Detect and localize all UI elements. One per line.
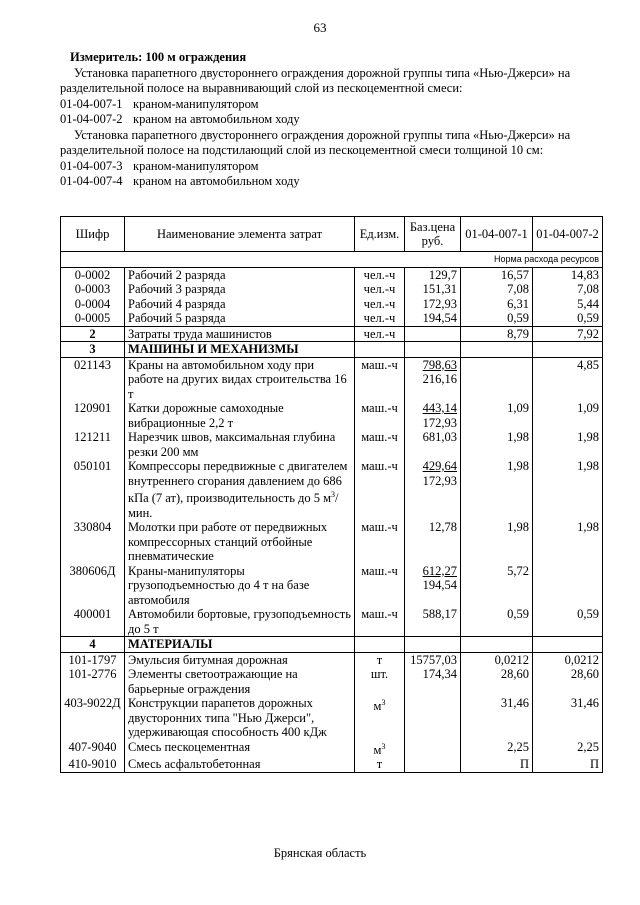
row-code: 400001 xyxy=(61,607,125,637)
row-code: 330804 xyxy=(61,520,125,564)
row-code: 0-0004 xyxy=(61,297,125,312)
row-value-1: 1,98 xyxy=(461,430,533,459)
row-code: 021143 xyxy=(61,357,125,401)
row-unit: маш.-ч xyxy=(355,401,405,430)
empty-cell xyxy=(355,637,405,653)
row-name-text: Нарезчик швов, максимальная глубина резки 200 мм xyxy=(128,430,336,459)
row-name-text: Молотки при работе от передвижных компрессорных станций отбойные пневматические xyxy=(128,520,328,564)
row-unit-text: м xyxy=(373,699,382,714)
row-value-1: 5,72 xyxy=(461,564,533,608)
row-name-tail: /мин. xyxy=(128,491,339,520)
section-number: 2 xyxy=(61,326,125,342)
section-number: 3 xyxy=(61,342,125,358)
row-value-1: 2,25 xyxy=(461,740,533,758)
row-value-1: 0,0212 xyxy=(461,652,533,667)
row-price: 15757,03 xyxy=(405,652,461,667)
row-price-main: 612,27 xyxy=(422,563,457,578)
row-unit-text: шт. xyxy=(370,667,389,682)
table-row xyxy=(61,357,603,401)
superscript: 3 xyxy=(381,741,386,751)
row-price xyxy=(405,564,461,608)
row-value-2: П xyxy=(533,757,603,772)
row-price-sub: 194,54 xyxy=(422,578,457,593)
row-price xyxy=(405,520,461,564)
table-header-row xyxy=(61,217,603,252)
row-name: Конструкции парапетов дорожных двусторонних типа "Нью Джерси", удерживающая способность 400 кДж xyxy=(125,696,355,740)
header-col2: 01-04-007-2 xyxy=(533,217,603,252)
row-unit xyxy=(355,667,405,696)
intro-paragraph-2: Установка парапетного двустороннего ограждения дорожной группы типа «Нью-Джерси» на разделительной полосе на подстилающий слой из пескоцементной смеси толщиной 10 см: xyxy=(60,127,571,157)
row-value-2: 28,60 xyxy=(533,667,603,696)
row-name: Рабочий 3 разряда xyxy=(125,282,355,297)
row-price xyxy=(405,459,461,520)
row-code: 407-9040 xyxy=(61,740,125,758)
row-value-1: 7,08 xyxy=(461,282,533,297)
row-name: Эмульсия битумная дорожная xyxy=(125,652,355,667)
row-price xyxy=(405,757,461,772)
row-unit: маш.-ч xyxy=(355,430,405,459)
row-price xyxy=(405,740,461,758)
row-value-2: 31,46 xyxy=(533,696,603,740)
row-unit-text: м xyxy=(373,742,382,757)
row-price: 172,93 xyxy=(405,297,461,312)
row-price: 194,54 xyxy=(405,311,461,326)
row-value-1: 0,59 xyxy=(461,311,533,326)
table-row xyxy=(61,459,603,520)
header-name: Наименование элемента затрат xyxy=(125,217,355,252)
header-col1: 01-04-007-1 xyxy=(461,217,533,252)
superscript: 3 xyxy=(381,698,386,708)
row-code: 120901 xyxy=(61,401,125,430)
row-unit: чел.-ч xyxy=(355,267,405,282)
table-row xyxy=(61,696,603,740)
empty-cell xyxy=(533,342,603,358)
row-price-main: 12,78 xyxy=(428,520,457,535)
section-value-1: 8,79 xyxy=(461,326,533,342)
row-value-2: 1,98 xyxy=(533,430,603,459)
row-value-1: 1,98 xyxy=(461,520,533,564)
row-name: Смесь асфальтобетонная xyxy=(125,757,355,772)
row-name xyxy=(125,607,355,637)
row-price: 151,31 xyxy=(405,282,461,297)
row-name: Смесь пескоцементная xyxy=(125,740,355,758)
code-text: краном на автомобильном ходу xyxy=(133,112,300,126)
row-price: 129,7 xyxy=(405,267,461,282)
row-name xyxy=(125,430,355,459)
code-id: 01-04-007-4 xyxy=(60,174,123,188)
page-number: 63 xyxy=(313,20,327,35)
table-row xyxy=(61,430,603,459)
row-name xyxy=(125,357,355,401)
code-id: 01-04-007-2 xyxy=(60,112,123,126)
row-price xyxy=(405,696,461,740)
row-price xyxy=(405,401,461,430)
code-text: краном-манипулятором xyxy=(133,158,259,173)
row-price-main: 429,64 xyxy=(422,459,457,473)
row-unit: маш.-ч xyxy=(355,459,405,520)
row-unit: маш.-ч xyxy=(355,520,405,564)
norm-label: Норма расхода ресурсов xyxy=(61,252,603,268)
table-row xyxy=(61,282,603,297)
section-name: МАШИНЫ И МЕХАНИЗМЫ xyxy=(125,342,355,358)
section-name: МАТЕРИАЛЫ xyxy=(125,637,355,653)
table-row xyxy=(61,757,603,772)
table-row xyxy=(61,740,603,758)
row-unit: маш.-ч xyxy=(355,607,405,637)
row-unit: маш.-ч xyxy=(355,357,405,401)
row-code: 403-9022Д xyxy=(61,696,125,740)
table-row xyxy=(61,607,603,637)
row-code: 050101 xyxy=(61,459,125,520)
header-unit: Ед.изм. xyxy=(355,217,405,252)
section-row xyxy=(61,326,603,342)
row-name: Рабочий 5 разряда xyxy=(125,311,355,326)
measure-title: Измеритель: 100 м ограждения xyxy=(70,50,247,64)
row-name xyxy=(125,520,355,564)
row-unit-text: т xyxy=(376,757,383,772)
row-code: 101-1797 xyxy=(61,652,125,667)
row-code: 0-0005 xyxy=(61,311,125,326)
resource-table xyxy=(60,216,603,773)
row-value-1: 31,46 xyxy=(461,696,533,740)
table-row xyxy=(61,667,603,696)
code-line xyxy=(60,97,600,113)
row-name xyxy=(125,401,355,430)
row-name-text: Компрессоры передвижные с двигателем внутреннего сгорания давлением до 686 кПа (7 ат), производительность до 5 м xyxy=(128,459,348,506)
row-value-2: 1,98 xyxy=(533,520,603,564)
intro-paragraph-1: Установка парапетного двустороннего ограждения дорожной группы типа «Нью-Джерси» на разделительной полосе на выравнивающий слой из пескоцементной смеси: xyxy=(60,65,571,95)
table-row xyxy=(61,311,603,326)
row-unit xyxy=(355,757,405,772)
row-price-main: 681,03 xyxy=(422,430,457,444)
row-value-1: 0,59 xyxy=(461,607,533,637)
row-price xyxy=(405,430,461,459)
table-row xyxy=(61,297,603,312)
row-unit: чел.-ч xyxy=(355,282,405,297)
row-value-2: 0,59 xyxy=(533,607,603,637)
row-name: Рабочий 2 разряда xyxy=(125,267,355,282)
row-code: 0-0002 xyxy=(61,267,125,282)
empty-cell xyxy=(461,637,533,653)
row-value-1: 28,60 xyxy=(461,667,533,696)
row-value-1: 1,09 xyxy=(461,401,533,430)
superscript: 3 xyxy=(331,490,336,499)
row-name: Элементы светоотражающие на барьерные ограждения xyxy=(125,667,355,696)
intro-block xyxy=(60,50,600,190)
row-value-1 xyxy=(461,357,533,401)
norm-row xyxy=(61,252,603,268)
row-unit: чел.-ч xyxy=(355,311,405,326)
code-id: 01-04-007-1 xyxy=(60,96,123,111)
header-code: Шифр xyxy=(61,217,125,252)
table-row xyxy=(61,652,603,667)
section-number: 4 xyxy=(61,637,125,653)
section-unit: чел.-ч xyxy=(355,326,405,342)
row-price-sub: 172,93 xyxy=(422,473,457,488)
row-unit xyxy=(355,740,405,758)
row-value-2: 2,25 xyxy=(533,740,603,758)
table-row xyxy=(61,267,603,282)
row-unit: чел.-ч xyxy=(355,297,405,312)
row-name-text: Автомобили бортовые, грузоподъемность до 5 т xyxy=(128,607,351,636)
header-price: Баз.цена руб. xyxy=(405,217,461,252)
section-row xyxy=(61,342,603,358)
row-value-2: 7,08 xyxy=(533,282,603,297)
section-value-2: 7,92 xyxy=(533,326,603,342)
row-price: 174,34 xyxy=(405,667,461,696)
row-code: 380606Д xyxy=(61,564,125,608)
row-value-2: 0,59 xyxy=(533,311,603,326)
row-value-2: 1,98 xyxy=(533,459,603,520)
row-name-text: Краны-манипуляторы грузоподъемностью до 4 т на базе автомобиля xyxy=(128,563,310,607)
row-price-main: 588,17 xyxy=(422,607,457,622)
row-unit: маш.-ч xyxy=(355,564,405,608)
code-text: краном на автомобильном ходу xyxy=(133,174,300,188)
section-name: Затраты труда машинистов xyxy=(125,326,355,342)
row-value-1: 16,57 xyxy=(461,267,533,282)
row-value-2: 0,0212 xyxy=(533,652,603,667)
row-code: 0-0003 xyxy=(61,282,125,297)
row-code: 121211 xyxy=(61,430,125,459)
table-row xyxy=(61,401,603,430)
row-name xyxy=(125,459,355,520)
code-id: 01-04-007-3 xyxy=(60,158,123,173)
row-price-main: 798,63 xyxy=(422,357,457,372)
row-value-2: 5,44 xyxy=(533,297,603,312)
row-unit xyxy=(355,652,405,667)
empty-cell xyxy=(461,342,533,358)
footer-region: Брянская область xyxy=(273,846,367,860)
row-name: Рабочий 4 разряда xyxy=(125,297,355,312)
row-price xyxy=(405,607,461,637)
empty-cell xyxy=(405,342,461,358)
code-line xyxy=(60,174,600,190)
row-price-main: 443,14 xyxy=(422,401,457,415)
row-price-sub: 216,16 xyxy=(422,372,457,386)
code-line xyxy=(60,159,600,175)
row-name-text: Краны на автомобильном ходу при работе на других видах строительства 16 т xyxy=(128,357,347,401)
row-value-1: П xyxy=(461,757,533,772)
row-value-2: 14,83 xyxy=(533,267,603,282)
row-price-sub: 172,93 xyxy=(422,415,457,430)
row-price xyxy=(405,357,461,401)
row-name xyxy=(125,564,355,608)
row-value-1: 1,98 xyxy=(461,459,533,520)
section-price xyxy=(405,326,461,342)
row-value-1: 6,31 xyxy=(461,297,533,312)
empty-cell xyxy=(405,637,461,653)
table-row xyxy=(61,564,603,608)
row-name-text: Катки дорожные самоходные вибрационные 2,2 т xyxy=(128,401,284,430)
code-line xyxy=(60,112,600,128)
section-row xyxy=(61,637,603,653)
code-text: краном-манипулятором xyxy=(133,96,259,111)
row-value-2 xyxy=(533,564,603,608)
row-unit xyxy=(355,696,405,740)
table-row xyxy=(61,520,603,564)
row-value-2: 1,09 xyxy=(533,401,603,430)
empty-cell xyxy=(533,637,603,653)
row-code: 410-9010 xyxy=(61,757,125,772)
empty-cell xyxy=(355,342,405,358)
row-value-2: 4,85 xyxy=(533,357,603,401)
row-code: 101-2776 xyxy=(61,667,125,696)
row-unit-text: т xyxy=(376,652,383,667)
